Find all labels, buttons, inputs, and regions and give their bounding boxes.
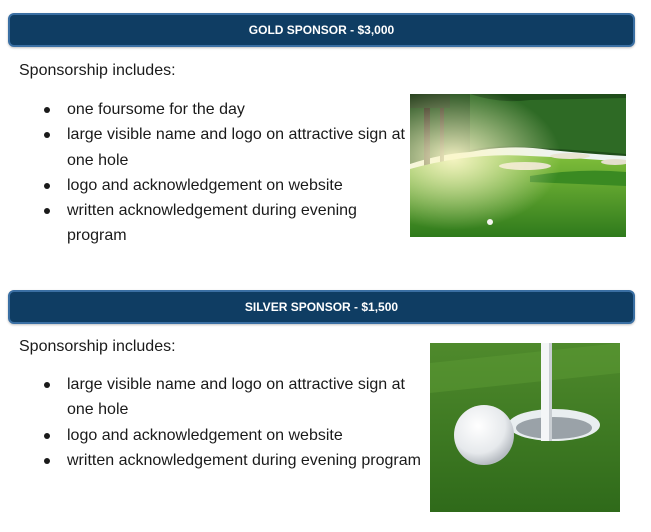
list-item: large visible name and logo on attractive sign at one hole <box>42 372 422 423</box>
silver-sponsor-banner <box>8 290 635 324</box>
golf-ball-at-hole-photo <box>430 343 620 512</box>
list-item: written acknowledgement during evening program <box>42 448 422 473</box>
gold-intro-text: Sponsorship includes: <box>19 62 176 79</box>
gold-sponsor-banner <box>8 13 635 47</box>
list-item: written acknowledgement during evening program <box>42 198 407 249</box>
gold-sponsor-title: GOLD SPONSOR - $3,000 <box>248 23 395 37</box>
list-item: large visible name and logo on attractive sign at one hole <box>42 122 407 173</box>
silver-intro-text: Sponsorship includes: <box>19 338 176 355</box>
list-item: logo and acknowledgement on website <box>42 173 407 198</box>
golf-course-photo <box>410 94 626 237</box>
list-item: logo and acknowledgement on website <box>42 423 422 448</box>
gold-benefits-list <box>42 97 407 249</box>
silver-benefits-list <box>42 372 422 473</box>
silver-sponsor-title: SILVER SPONSOR - $1,500 <box>244 300 399 314</box>
list-item: one foursome for the day <box>42 97 407 122</box>
